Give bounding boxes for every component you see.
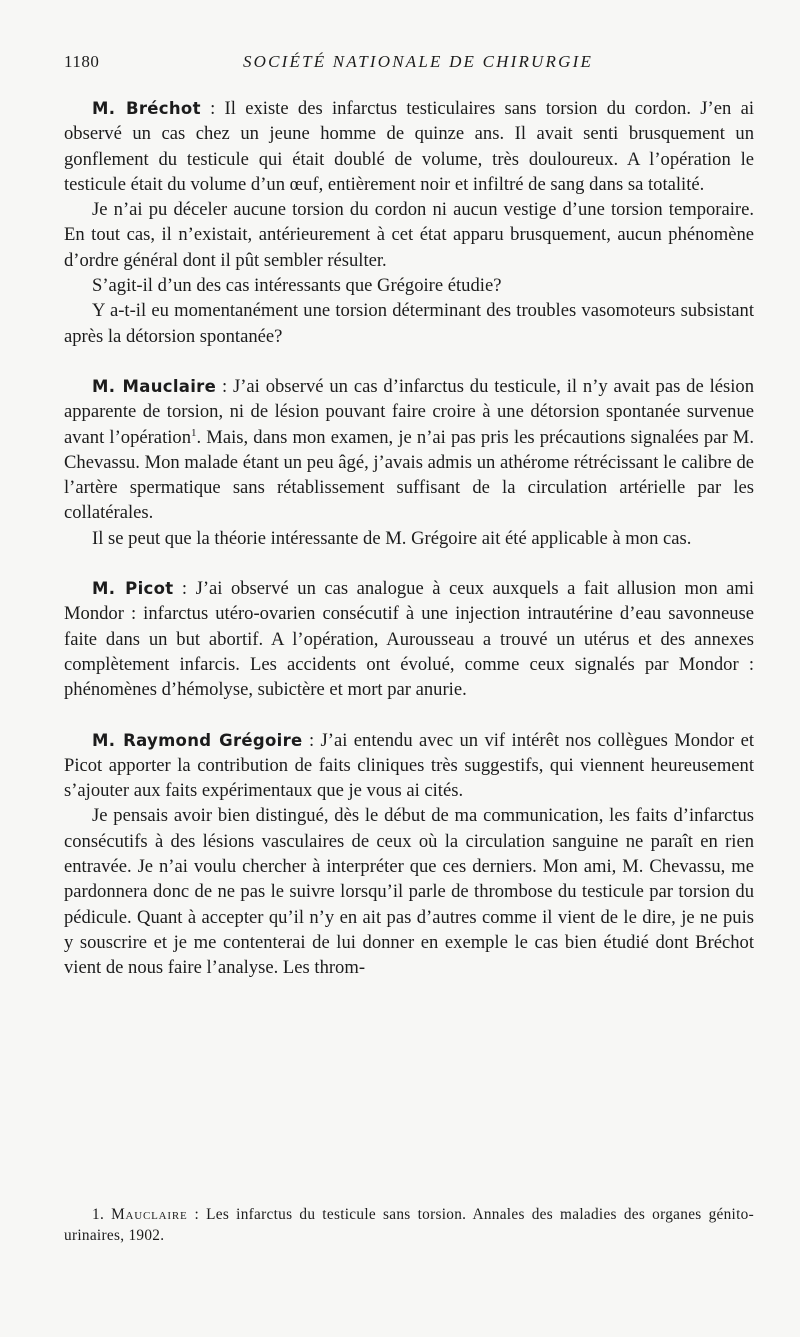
footnote-author: Mauclaire [111, 1206, 188, 1223]
speech-mauclaire [64, 374, 754, 526]
running-title: SOCIÉTÉ NATIONALE DE CHIRURGIE [242, 52, 594, 71]
speaker-name: M. Raymond Grégoire [92, 730, 303, 750]
paragraph: Je n’ai pu déceler aucune torsion du cordon ni aucun vestige d’une torsion temporaire. En tout cas, il n’existait, antérieurement à cet état apparu brusquement, aucun phénomène d’ordre général dont il pût sembler résulter. [64, 199, 754, 271]
paragraph: Y a-t-il eu momentanément une torsion déterminant des troubles vasomoteurs subsistant après la détorsion spontanée? [64, 300, 754, 347]
speech-picot [64, 576, 754, 702]
footnote-text: : Les infarctus du testicule sans torsion. Annales des maladies des organes génito-urinaires, 1902. [64, 1206, 755, 1244]
page-number: 1180 [64, 52, 100, 71]
footnote-number: 1. [92, 1206, 105, 1223]
paragraph-text: : Il existe des infarctus testiculaires sans torsion du cordon. J’en ai observé un cas chez un jeune homme de quinze ans. Il avait senti brusquement un gonflement du testicule qui était doublé de volume, très douloureux. A l’opération le testicule était du volume d’un œuf, entièrement noir et infiltré de sang dans sa totalité. [64, 98, 754, 195]
speaker-name: M. Bréchot [92, 99, 201, 118]
speech-gregoire [64, 728, 754, 804]
footnote [64, 1204, 754, 1246]
speaker-name: M. Mauclaire [92, 376, 217, 396]
paragraph-text: : J’ai observé un cas d’infarctus du testicule, il n’y avait pas de lésion apparente de torsion, ni de lésion pouvant faire croire à une détorsion spontanée survenue avant l’opération [64, 375, 754, 448]
paragraph: Je pensais avoir bien distingué, dès le début de ma communication, les faits d’infarctus consécutifs à des lésions vasculaires de ceux où la circulation sanguine ne paraît en rien entravée. Je n’ai voulu chercher à interpréter que ces derniers. Mon ami, M. Chevassu, me pardonnera donc de ne pas le suivre lorsqu’il parle de thrombose du testicule par torsion du pédicule. Quant à accepter qu’il n’y en ait pas d’autres comme il vient de le dire, je ne puis y souscrire et je me contenterai de lui donner en exemple le cas bien étudié dont Bréchot vient de nous faire l’analyse. Les throm- [64, 805, 754, 979]
paragraph: Il se peut que la théorie intéressante de M. Grégoire ait été applicable à mon cas. [92, 527, 692, 549]
paragraph-text: : J’ai observé un cas analogue à ceux auxquels a fait allusion mon ami Mondor : infarctus utéro-ovarien consécutif à une injection intrautérine d’eau savonneuse faite dans un but abortif. A l’opération, Aurousseau a trouvé un utérus et des annexes complètement infarcis. Les accidents ont évolué, comme ceux signalés par Mondor : phénomènes d’hémolyse, subictère et mort par anurie. [64, 578, 754, 701]
paragraph: S’agit-il d’un des cas intéressants que Grégoire étudie? [92, 275, 502, 297]
paragraph-text: : J’ai entendu avec un vif intérêt nos collègues Mondor et Picot apporter la contribution de faits cliniques très suggestifs, qui viennent heureusement s’ajouter aux faits expérimentaux que je vous ai cités. [64, 729, 754, 802]
footnote-reference[interactable]: 1 [191, 426, 197, 439]
speech-brechot [64, 96, 754, 197]
speaker-name: M. Picot [92, 579, 174, 599]
running-header [64, 52, 742, 76]
paragraph-text: . Mais, dans mon examen, je n’ai pas pris les précautions signalées par M. Chevassu. Mon malade étant un peu âgé, j’avais admis un athérome rétrécissant le calibre de l’artère spermatique sans rétablissement suffisant de la circulation artérielle par les collatérales. [64, 426, 754, 524]
main-text [64, 96, 754, 981]
